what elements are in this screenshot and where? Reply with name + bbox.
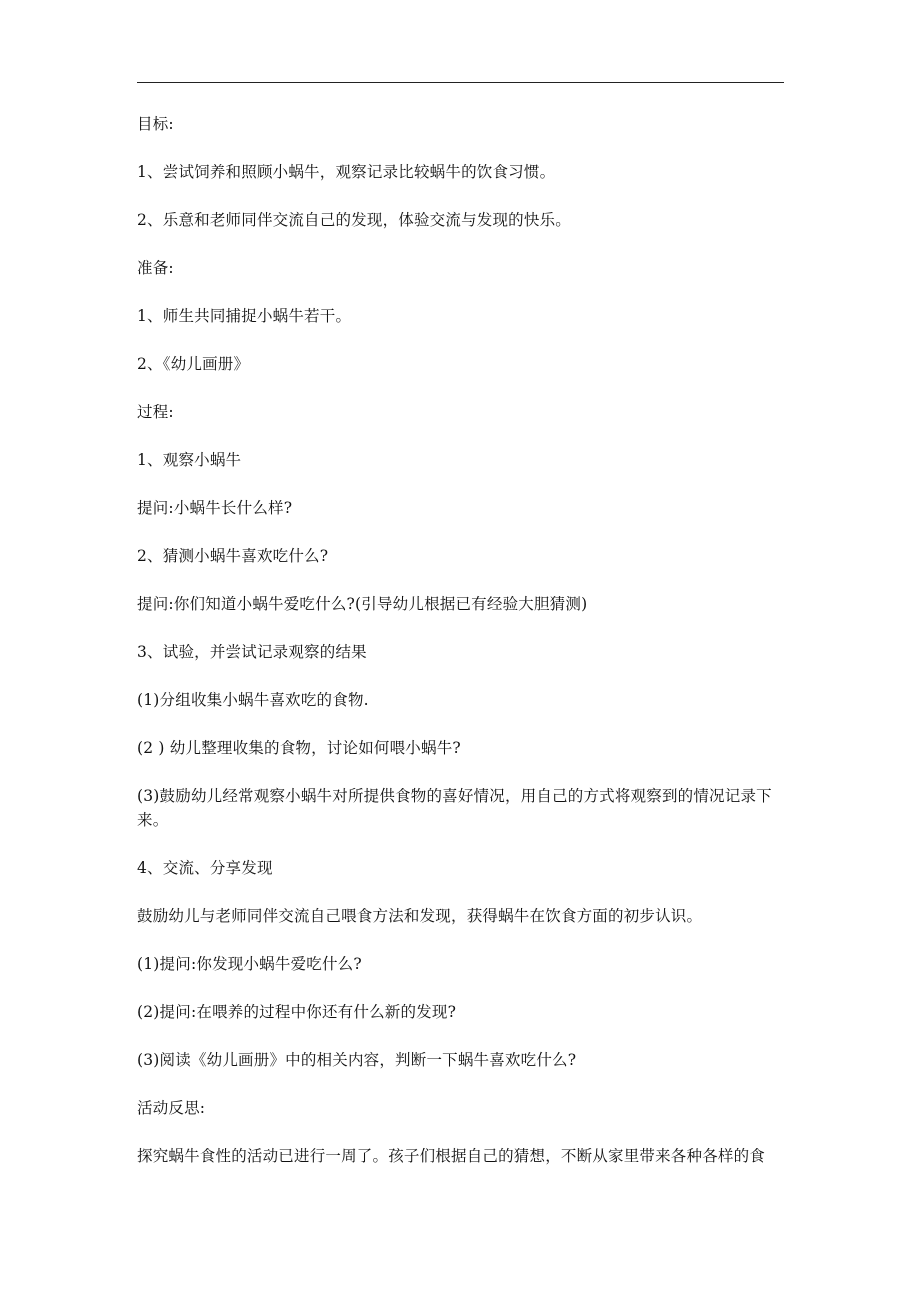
preparation-item-2: 2、《幼儿画册》 (137, 355, 250, 373)
process-step-4: 4、交流、分享发现 (137, 859, 273, 877)
heading-goal: 目标: (137, 115, 174, 133)
goal-item-2: 2、乐意和老师同伴交流自己的发现，体验交流与发现的快乐。 (137, 211, 571, 229)
discussion-question-2: (2)提问:在喂养的过程中你还有什么新的发现? (137, 1003, 457, 1021)
process-step-4-desc: 鼓励幼儿与老师同伴交流自己喂食方法和发现，获得蜗牛在饮食方面的初步认识。 (137, 907, 703, 925)
process-step-3: 3、试验，并尝试记录观察的结果 (137, 643, 367, 661)
header-rule (137, 82, 784, 83)
discussion-question-3: (3)阅读《幼儿画册》中的相关内容，判断一下蜗牛喜欢吃什么? (137, 1051, 577, 1069)
process-question-1: 提问:小蜗牛长什么样? (137, 499, 293, 517)
process-substep-3: (3)鼓励幼儿经常观察小蜗牛对所提供食物的喜好情况，用自己的方式将观察到的情况记录下来。 (137, 787, 772, 829)
preparation-item-1: 1、师生共同捕捉小蜗牛若干。 (137, 307, 352, 325)
process-substep-1: (1)分组收集小蜗牛喜欢吃的食物. (137, 691, 369, 709)
process-step-2: 2、猜测小蜗牛喜欢吃什么? (137, 547, 329, 565)
process-question-2: 提问:你们知道小蜗牛爱吃什么?(引导幼儿根据已有经验大胆猜测) (137, 595, 588, 613)
document-body (137, 112, 787, 1192)
discussion-question-1: (1)提问:你发现小蜗牛爱吃什么? (137, 955, 362, 973)
reflection-text: 探究蜗牛食性的活动已进行一周了。孩子们根据自己的猜想，不断从家里带来各种各样的食 (137, 1147, 766, 1165)
process-substep-2: (2 ) 幼儿整理收集的食物，讨论如何喂小蜗牛? (137, 739, 461, 757)
heading-reflection: 活动反思: (137, 1099, 206, 1117)
heading-process: 过程: (137, 403, 174, 421)
process-step-1: 1、观察小蜗牛 (137, 451, 242, 469)
goal-item-1: 1、尝试饲养和照顾小蜗牛，观察记录比较蜗牛的饮食习惯。 (137, 163, 556, 181)
heading-preparation: 准备: (137, 259, 174, 277)
